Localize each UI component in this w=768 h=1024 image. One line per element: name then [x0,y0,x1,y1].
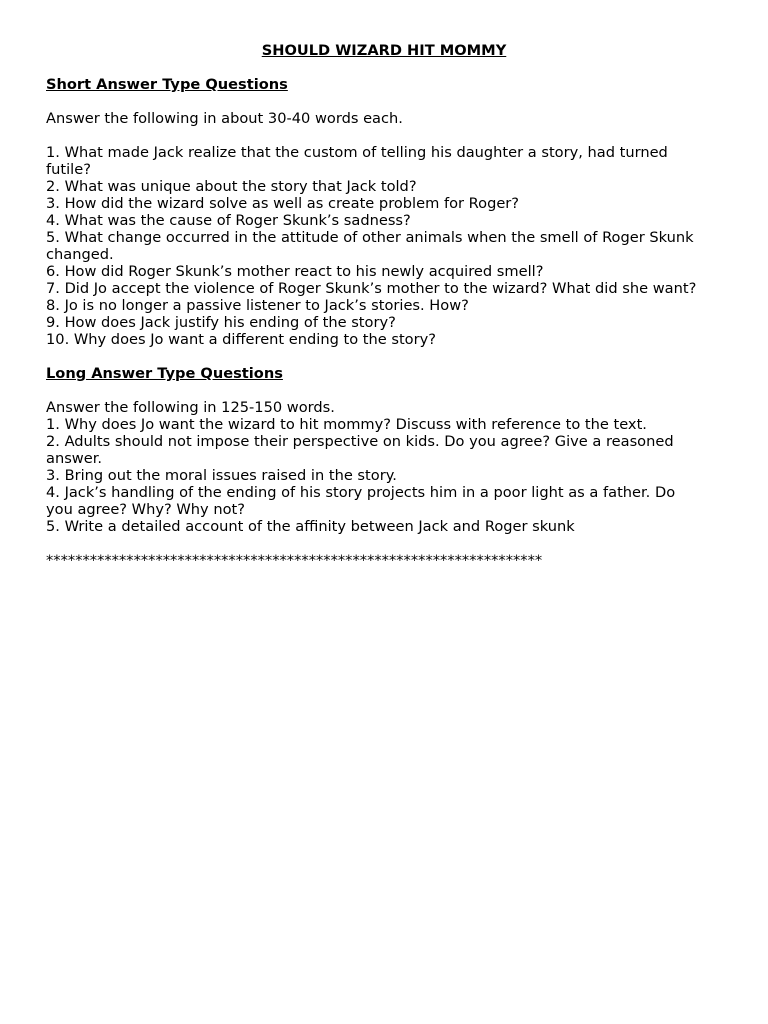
question-item: 2. Adults should not impose their perspective on kids. Do you agree? Give a reasoned answer. [46,433,674,467]
short-answer-instruction: Answer the following in about 30-40 words each. [46,110,403,127]
question-item: 1. What made Jack realize that the custom of telling his daughter a story, had turned futile? [46,144,668,178]
long-answer-instruction: Answer the following in 125-150 words. [46,399,335,416]
short-answer-heading: Short Answer Type Questions [46,76,288,93]
question-item: 8. Jo is no longer a passive listener to Jack’s stories. How? [46,297,469,314]
end-marker: ******************************************************************** [46,552,543,569]
question-item: 4. Jack’s handling of the ending of his story projects him in a poor light as a father. Do you agree? Why? Why not? [46,484,676,518]
question-item: 4. What was the cause of Roger Skunk’s sadness? [46,212,411,229]
short-answer-question-list [46,144,706,348]
question-item: 9. How does Jack justify his ending of the story? [46,314,396,331]
question-item: 5. Write a detailed account of the affinity between Jack and Roger skunk [46,518,575,535]
long-answer-question-list [46,416,706,535]
document-title: SHOULD WIZARD HIT MOMMY [261,42,507,59]
question-item: 5. What change occurred in the attitude of other animals when the smell of Roger Skunk changed. [46,229,694,263]
question-item: 3. How did the wizard solve as well as create problem for Roger? [46,195,520,212]
question-item: 10. Why does Jo want a different ending to the story? [46,331,436,348]
question-item: 1. Why does Jo want the wizard to hit mommy? Discuss with reference to the text. [46,416,647,433]
question-item: 6. How did Roger Skunk’s mother react to his newly acquired smell? [46,263,544,280]
long-answer-heading: Long Answer Type Questions [46,365,283,382]
question-item: 2. What was unique about the story that Jack told? [46,178,417,195]
question-item: 3. Bring out the moral issues raised in the story. [46,467,397,484]
document-page [46,42,706,569]
question-item: 7. Did Jo accept the violence of Roger Skunk’s mother to the wizard? What did she want? [46,280,697,297]
